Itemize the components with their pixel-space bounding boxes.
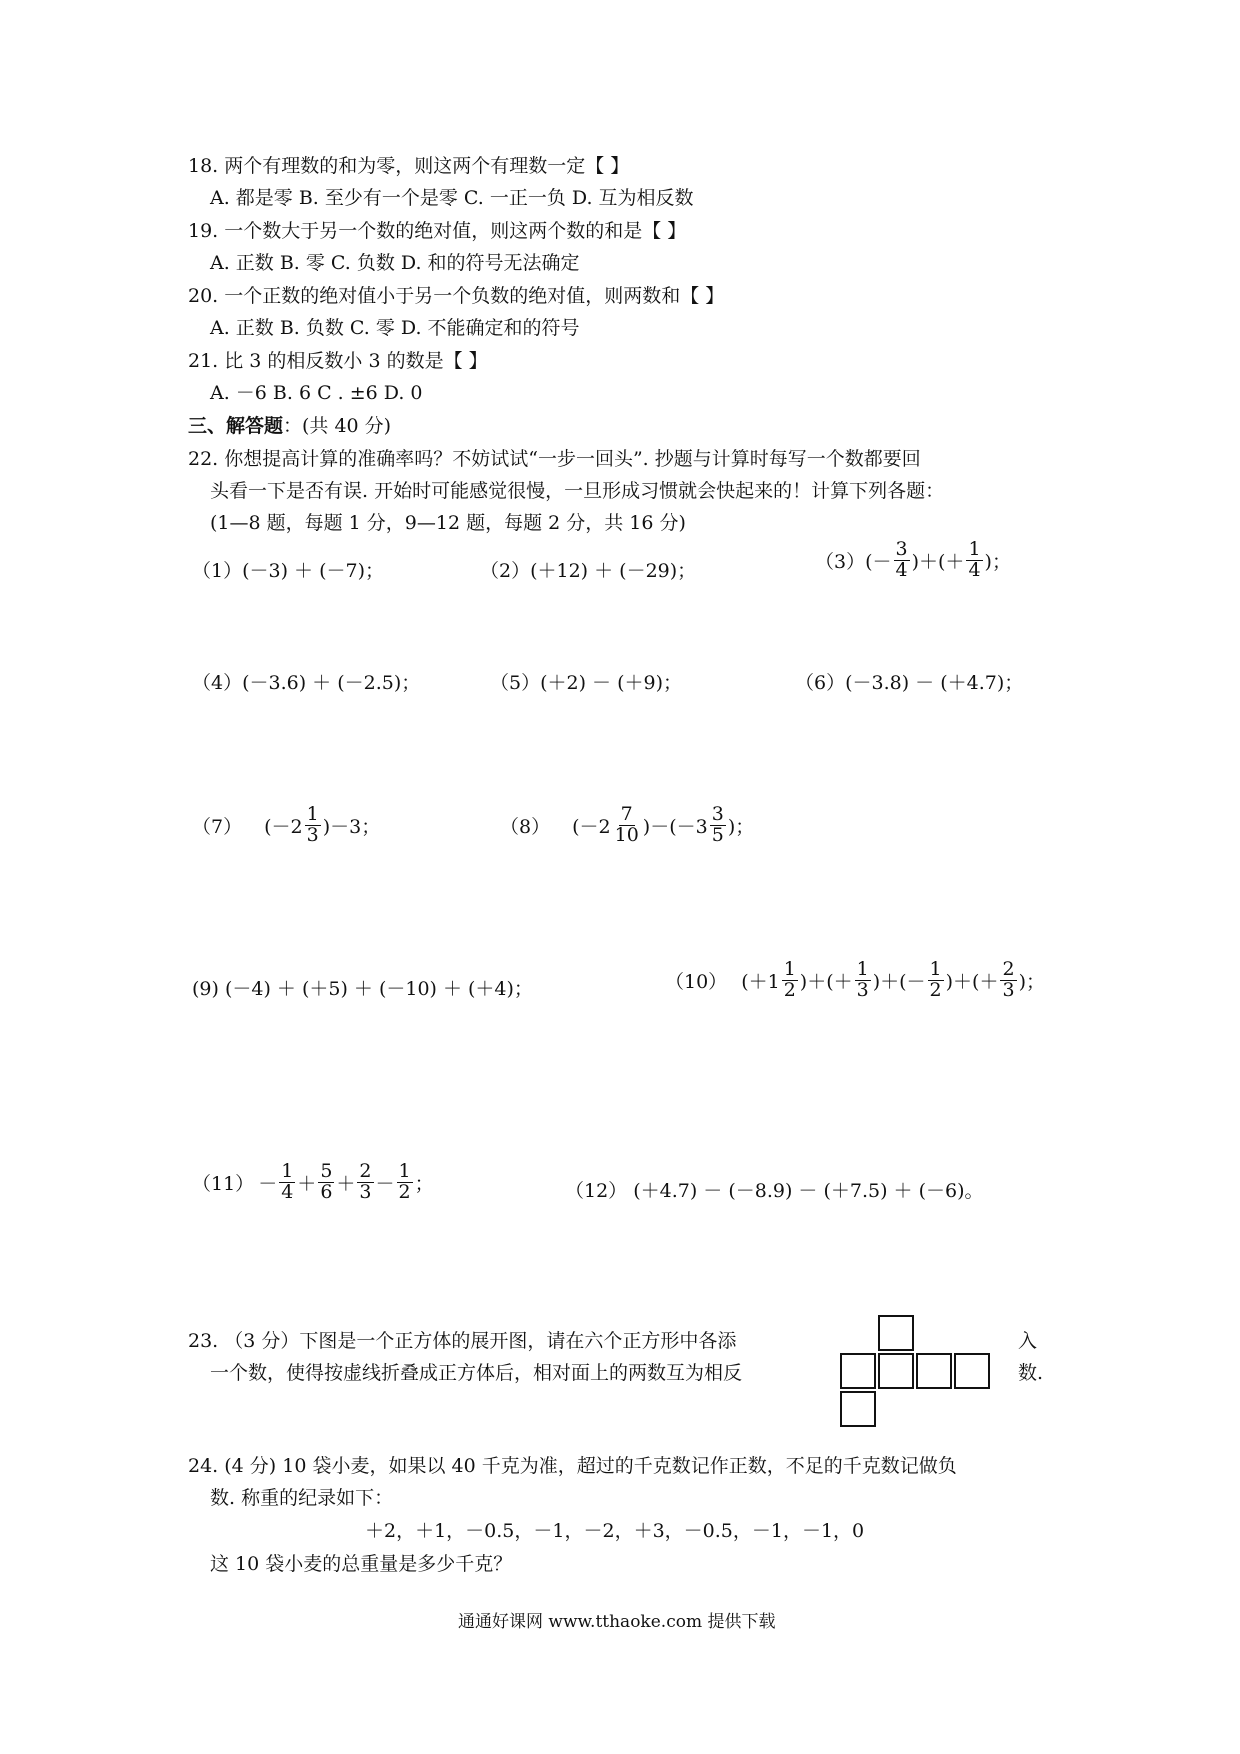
problem-8-label: （8） [500,815,551,838]
problem-7 [192,805,380,846]
problem-1: （1）(－3) ＋ (－7)； [192,560,384,582]
problem-10-part-a: (＋1 [741,970,780,993]
problem-7-part-a: (－2 [264,815,303,838]
numerator: 1 [856,958,869,980]
denominator: 2 [783,978,796,1001]
denominator: 6 [320,1180,333,1203]
q24-line1: 24. (4 分) 10 袋小麦，如果以 40 千克为准，超过的千克数记作正数，不足的千克数记做负 [188,1455,957,1477]
section-title: 三、解答题 [188,415,284,437]
fraction [966,540,982,581]
fraction [928,960,944,1001]
problem-10-part-c: )＋(－ [872,970,926,993]
problem-8 [500,805,754,846]
denominator: 2 [398,1180,411,1203]
net-square-middle-1 [840,1353,876,1389]
problem-10 [665,960,1045,1001]
fraction [710,805,726,846]
net-square-middle-3 [916,1353,952,1389]
q24-record: ＋2，＋1，－0.5，－1，－2，＋3，－0.5，－1，－1，0 [365,1520,865,1542]
fraction [894,540,910,581]
q20-options: A. 正数 B. 负数 C. 零 D. 不能确定和的符号 [210,317,580,339]
problem-6: （6）(－3.8) － (＋4.7)； [795,672,1024,694]
problem-11-part-a: － [258,1172,278,1195]
numerator: 1 [783,958,796,980]
denominator: 5 [711,823,724,846]
numerator: 7 [620,803,633,825]
fraction [397,1162,413,1203]
denominator: 3 [856,978,869,1001]
q23-line2-end: 数. [1018,1362,1044,1384]
denominator: 10 [614,823,639,846]
q21-options: A. －6 B. 6 C . ±6 D. 0 [210,382,423,404]
problem-10-part-e: )； [1018,970,1045,993]
problem-11 [192,1162,434,1203]
q19-options: A. 正数 B. 零 C. 负数 D. 和的符号无法确定 [210,252,580,274]
problem-11-part-c: ＋ [336,1172,356,1195]
numerator: 5 [320,1160,333,1182]
numerator: 3 [711,803,724,825]
net-square-middle-2 [878,1353,914,1389]
problem-7-label: （7） [192,815,243,838]
numerator: 1 [398,1160,411,1182]
q18-stem: 18. 两个有理数的和为零，则这两个有理数一定【 】 [188,155,630,177]
denominator: 4 [895,558,908,581]
problem-4: （4）(－3.6) ＋ (－2.5)； [192,672,421,694]
section-heading [188,415,391,438]
denominator: 4 [968,558,981,581]
numerator: 1 [929,958,942,980]
q20-stem: 20. 一个正数的绝对值小于另一个负数的绝对值，则两数和【 】 [188,285,725,307]
fraction [305,805,321,846]
fraction [855,960,871,1001]
numerator: 3 [895,538,908,560]
problem-12: （12） (＋4.7) － (－8.9) － (＋7.5) ＋ (－6)。 [565,1180,984,1202]
denominator: 3 [359,1180,372,1203]
fraction [357,1162,373,1203]
q24-line2: 数. 称重的纪录如下： [210,1487,394,1509]
q22-intro-line3: (1—8 题，每题 1 分，9—12 题，每题 2 分，共 16 分) [210,512,686,534]
net-square-middle-4 [954,1353,990,1389]
problem-9: (9) (－4) ＋ (＋5) ＋ (－10) ＋ (＋4)； [192,978,533,1000]
problem-2: （2）(＋12) ＋ (－29)； [480,560,697,582]
problem-7-part-b: )－3； [322,815,381,838]
net-square-top [878,1315,914,1351]
problem-11-label: （11） [192,1172,255,1195]
q21-stem: 21. 比 3 的相反数小 3 的数是【 】 [188,350,488,372]
problem-3-part-a: (－ [865,550,892,573]
problem-10-part-d: )＋(＋ [945,970,999,993]
problem-11-part-e: ； [414,1172,434,1195]
problem-3-label: （3） [815,550,866,573]
problem-8-part-b: )－(－3 [642,815,708,838]
q19-stem: 19. 一个数大于另一个数的绝对值，则这两个数的和是【 】 [188,220,687,242]
section-note: ：(共 40 分) [283,415,392,437]
fraction [782,960,798,1001]
problem-8-part-c: )； [727,815,755,838]
problem-10-part-b: )＋(＋ [799,970,853,993]
q22-intro-line2: 头看一下是否有误. 开始时可能感觉很慢，一旦形成习惯就会快起来的！计算下列各题： [210,480,945,502]
q24-question: 这 10 袋小麦的总重量是多少千克？ [210,1553,513,1575]
fraction [1000,960,1016,1001]
q23-line1-end: 入 [1018,1330,1038,1352]
problem-11-part-b: ＋ [297,1172,317,1195]
problem-10-label: （10） [665,970,728,993]
problem-3-part-c: )； [984,550,1011,573]
numerator: 1 [306,803,319,825]
problem-5: （5）(＋2) － (＋9)； [490,672,682,694]
cube-net-diagram [840,1315,1000,1429]
q23-line2: 一个数，使得按虚线折叠成正方体后，相对面上的两数互为相反 [210,1362,743,1384]
footer-text: 通通好课网 www.tthaoke.com 提供下载 [458,1612,776,1632]
problem-3-part-b: )＋(＋ [911,550,965,573]
problem-11-part-d: － [375,1172,395,1195]
problem-3 [815,540,1011,581]
denominator: 2 [929,978,942,1001]
problem-8-part-a: (－2 [572,815,611,838]
numerator: 2 [359,1160,372,1182]
q22-intro-line1: 22. 你想提高计算的准确率吗？不妨试试“一步一回头”. 抄题与计算时每写一个数都要回 [188,448,921,470]
fraction [279,1162,295,1203]
numerator: 1 [281,1160,294,1182]
denominator: 3 [306,823,319,846]
net-square-bottom [840,1391,876,1427]
denominator: 3 [1002,978,1015,1001]
numerator: 1 [968,538,981,560]
fraction [613,805,641,846]
denominator: 4 [281,1180,294,1203]
numerator: 2 [1002,958,1015,980]
fraction [318,1162,334,1203]
q23-line1: 23. （3 分）下图是一个正方体的展开图，请在六个正方形中各添 [188,1330,737,1352]
q18-options: A. 都是零 B. 至少有一个是零 C. 一正一负 D. 互为相反数 [210,187,694,209]
